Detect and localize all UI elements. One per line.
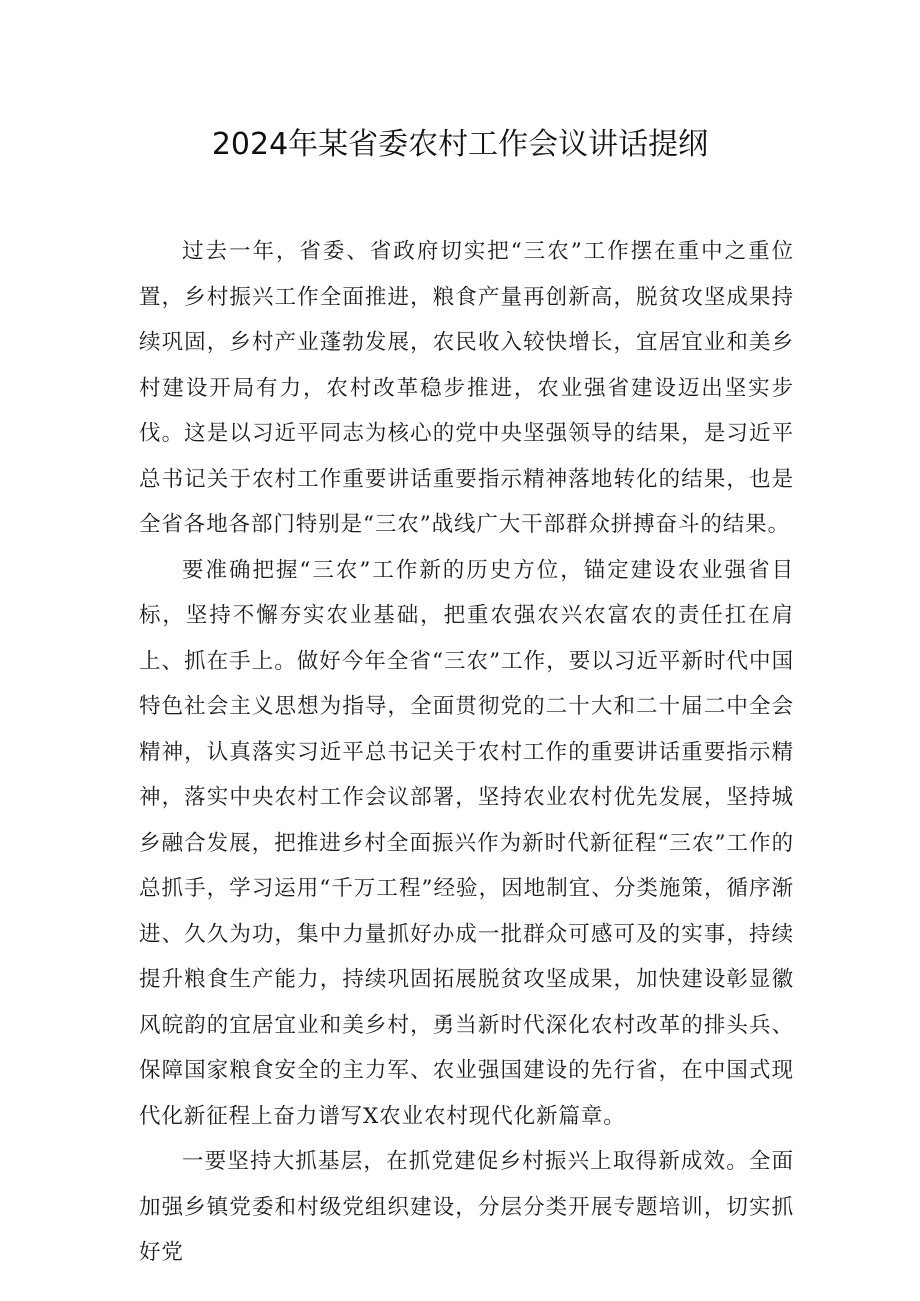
paragraph-review: 过去一年，省委、省政府切实把“三农”工作摆在重中之重位置，乡村振兴工作全面推进，粮食产量再创新高，脱贫攻坚成果持续巩固，乡村产业蓬勃发展，农民收入较快增长，宜居宜业和美乡村建设开局有力，农村改革稳步推进，农业强省建设迈出坚实步伐。这是以习近平同志为核心的党中央坚强领导的结果，是习近平总书记关于农村工作重要讲话重要指示精神落地转化的结果，也是全省各地各部门特别是“三农”战线广大干部群众拼搏奋斗的结果。 xyxy=(139,239,794,537)
document-body xyxy=(139,229,794,1276)
paragraph-grassroots: 一要坚持大抓基层，在抓党建促乡村振兴上取得新成效。全面加强乡镇党委和村级党组织建设，分层分类开展专题培训，切实抓好党 xyxy=(139,1149,794,1265)
paragraph-guideline: 要准确把握“三农”工作新的历史方位，锚定建设农业强省目标，坚持不懈夯实农业基础，把重农强农兴农富农的责任扛在肩上、抓在手上。做好今年全省“三农”工作，要以习近平新时代中国特色社会主义思想为指导，全面贯彻党的二十大和二十届二中全会精神，认真落实习近平总书记关于农村工作的重要讲话重要指示精神，落实中央农村工作会议部署，坚持农业农村优先发展，坚持城乡融合发展，把推进乡村全面振兴作为新时代新征程“三农”工作的总抓手，学习运用“千万工程”经验，因地制宜、分类施策，循序渐进、久久为功，集中力量抓好办成一批群众可感可及的实事，持续提升粮食生产能力，持续巩固拓展脱贫攻坚成果，加快建设彰显徽风皖韵的宜居宜业和美乡村，勇当新时代深化农村改革的排头兵、保障国家粮食安全的主力军、农业强国建设的先行省，在中国式现代化新征程上奋力谱写X农业农村现代化新篇章。 xyxy=(139,557,794,1129)
document-title: 2024年某省委农村工作会议讲话提纲 xyxy=(211,127,709,162)
